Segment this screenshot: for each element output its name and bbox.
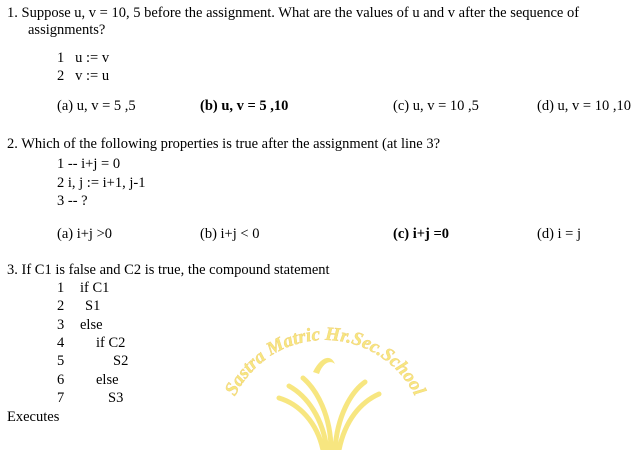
question-3-code-number-4: 4 bbox=[57, 335, 65, 351]
question-2-code-line-2: 2 i, j := i+1, j-1 bbox=[57, 175, 146, 191]
question-1-option-c[interactable]: (c) u, v = 10 ,5 bbox=[393, 98, 479, 114]
question-1-option-b[interactable]: (b) u, v = 5 ,10 bbox=[200, 98, 289, 114]
question-3-code-number-2: 2 bbox=[57, 298, 65, 314]
question-2-stem: Which of the following properties is true after the assignment (at line 3? bbox=[21, 136, 441, 152]
question-3-stem: If C1 is false and C2 is true, the compound statement bbox=[21, 262, 330, 278]
question-2-option-b[interactable]: (b) i+j < 0 bbox=[200, 226, 260, 242]
question-3-code-number-5: 5 bbox=[57, 353, 65, 369]
question-3-code-number-1: 1 bbox=[57, 280, 65, 296]
question-1-code-line-2: 2 v := u bbox=[57, 68, 110, 84]
svg-text:Sastra Matric Hr.Sec.School: Sastra Matric Hr.Sec.School bbox=[220, 323, 430, 399]
question-3-executes-label: Executes bbox=[7, 409, 60, 425]
question-1-number: 1. bbox=[7, 5, 18, 21]
question-2-option-a[interactable]: (a) i+j >0 bbox=[57, 226, 113, 242]
question-1-option-d[interactable]: (d) u, v = 10 ,10 bbox=[537, 98, 631, 114]
question-3-code-line-4: if C2 bbox=[96, 335, 126, 351]
question-2-code-line-3: 3 -- ? bbox=[57, 193, 88, 209]
question-3-code-line-3: else bbox=[80, 317, 103, 333]
question-3-number: 3. bbox=[7, 262, 18, 278]
question-2-option-c[interactable]: (c) i+j =0 bbox=[393, 226, 449, 242]
question-3-code-line-5: S2 bbox=[113, 353, 129, 369]
question-3-code-number-3: 3 bbox=[57, 317, 65, 333]
question-1-text bbox=[7, 5, 579, 22]
school-watermark-logo bbox=[195, 290, 455, 450]
question-1-code-line-1: 1 u := v bbox=[57, 50, 110, 66]
question-3-code-number-7: 7 bbox=[57, 390, 65, 406]
question-3-code-line-1: if C1 bbox=[80, 280, 110, 296]
question-1-option-a[interactable]: (a) u, v = 5 ,5 bbox=[57, 98, 136, 114]
question-3-code-line-2: S1 bbox=[85, 298, 101, 314]
question-3-code-line-6: else bbox=[96, 372, 119, 388]
question-1-stem: Suppose u, v = 10, 5 before the assignment. What are the values of u and v after the sequence of bbox=[21, 5, 580, 21]
question-2-code-line-1: 1 -- i+j = 0 bbox=[57, 156, 121, 172]
question-3-code-number-6: 6 bbox=[57, 372, 65, 388]
question-3-code-line-7: S3 bbox=[108, 390, 124, 406]
question-3-text bbox=[7, 262, 330, 279]
question-1-text-continued: assignments? bbox=[28, 22, 106, 38]
question-2-text bbox=[7, 136, 440, 153]
question-2-number: 2. bbox=[7, 136, 18, 152]
question-2-option-d[interactable]: (d) i = j bbox=[537, 226, 582, 242]
